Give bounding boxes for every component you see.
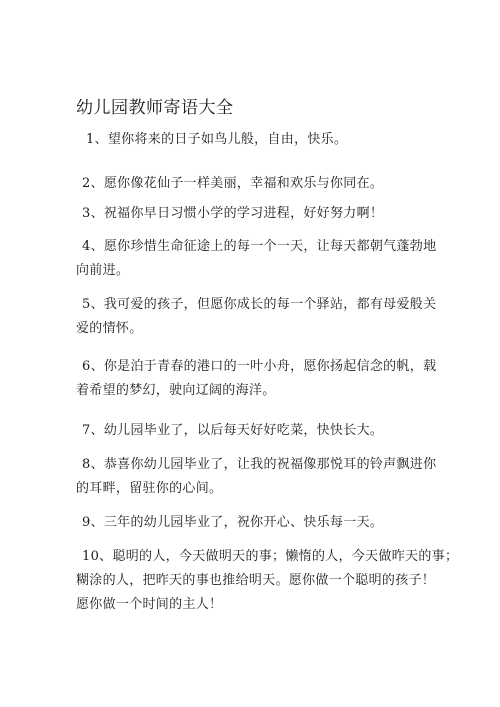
list-item	[76, 453, 476, 501]
item-line: 爱的情怀。	[76, 321, 143, 336]
document-title: 幼儿园教师寄语大全	[76, 98, 234, 118]
item-line: 6、你是泊于青春的港口的一叶小舟，愿你扬起信念的帆，载	[82, 359, 437, 374]
list-item	[76, 355, 476, 403]
item-line: 1、望你将来的日子如鸟儿般，自由，快乐。	[86, 132, 348, 147]
list-item	[76, 202, 476, 226]
item-line: 8、恭喜你幼儿园毕业了，让我的祝福像那悦耳的铃声飘进你	[82, 457, 437, 472]
item-line: 愿你做一个时间的主人！	[76, 597, 223, 612]
item-line: 4、愿你珍惜生命征途上的每一个一天，让每天都朝气蓬勃地	[82, 239, 437, 254]
list-item	[76, 128, 476, 152]
list-item	[76, 511, 476, 535]
item-line: 糊涂的人，把昨天的事也推给明天。愿你做一个聪明的孩子！	[76, 573, 436, 588]
item-line: 向前进。	[76, 263, 130, 278]
list-item	[76, 235, 476, 283]
list-item	[76, 172, 476, 196]
item-line: 10、聪明的人，今天做明天的事；懒惰的人，今天做昨天的事；	[82, 549, 459, 564]
item-line: 2、愿你像花仙子一样美丽，幸福和欢乐与你同在。	[82, 176, 384, 191]
item-line: 9、三年的幼儿园毕业了，祝你开心、快乐每一天。	[82, 515, 384, 530]
item-line: 7、幼儿园毕业了，以后每天好好吃菜，快快长大。	[82, 423, 384, 438]
item-line: 着希望的梦幻，驶向辽阔的海洋。	[76, 383, 276, 398]
list-item	[76, 545, 476, 617]
item-line: 3、祝福你早日习惯小学的学习进程，好好努力啊！	[82, 206, 384, 221]
list-item	[76, 293, 476, 341]
list-item	[76, 419, 476, 443]
item-line: 5、我可爱的孩子，但愿你成长的每一个驿站，都有母爱般关	[82, 297, 437, 312]
item-line: 的耳畔，留驻你的心间。	[76, 481, 223, 496]
